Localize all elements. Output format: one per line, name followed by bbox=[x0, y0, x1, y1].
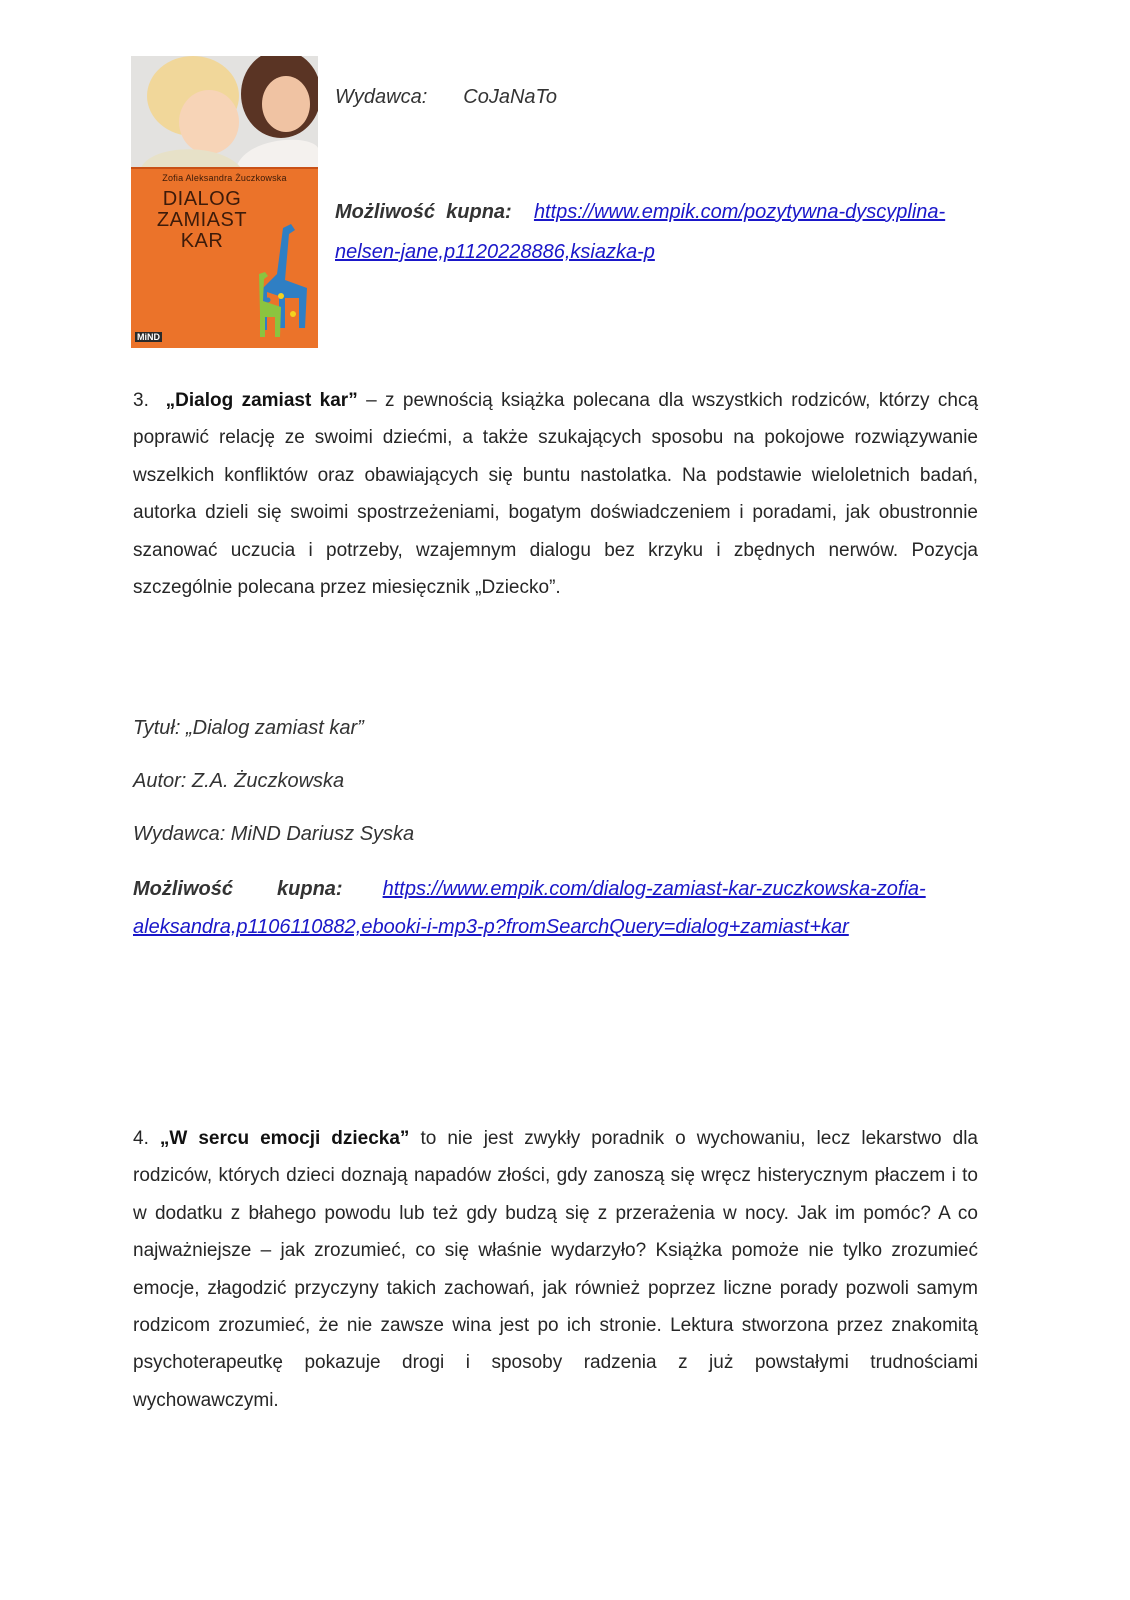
cover-publisher-logo: MiND bbox=[137, 332, 160, 342]
book-purchase-line bbox=[133, 870, 978, 946]
book-purchase-label bbox=[133, 878, 383, 900]
section-3-title: „Dialog zamiast kar” bbox=[165, 390, 358, 411]
purchase-line bbox=[335, 192, 985, 272]
section-3-paragraph bbox=[133, 382, 978, 606]
section-3-text: – z pewnością książka polecana dla wszystkich rodziców, którzy chcą poprawić relację ze swoimi dziećmi, a także szukających sposobu na pokojowe rozwiązywanie wszelkich konfliktów oraz obawiających się buntu nastolatka. Na podstawie wieloletnich badań, autorka dzieli się swoimi spostrzeżeniami, bogatym doświadczeniem i poradami, jak obustronnie szanować uczucia i potrzeby, wzajemnym dialogu bez krzyku i zbędnych nerwów. Pozycja szczególnie polecana przez miesięcznik „Dziecko”. bbox=[133, 390, 979, 599]
section-4-paragraph bbox=[133, 1120, 978, 1419]
publisher-line bbox=[335, 86, 557, 109]
section-3-number: 3. bbox=[133, 390, 149, 411]
section-4-text: to nie jest zwykły poradnik o wychowaniu, lecz lekarstwo dla rodziców, których dzieci doznają napadów złości, gdy zanoszą się wręcz histerycznym płaczem i to w dodatku z błahego powodu lub też gdy budzą się z przerażenia w nocy. Jak im pomóc? A co najważniejsze – jak zrozumieć, co się właśnie wydarzyło? Książka pomoże nie tylko zrozumieć emocje, złagodzić przyczyny takich zachowań, jak również poprzez liczne porady pozwoli samym rodzicom zrozumieć, że nie zawsze wina jest po ich stronie. Lektura stworzona przez znakomitą psychoterapeutkę pokazuje drogi i sposoby radzenia z już powstałymi trudnościami wychowawczymi. bbox=[133, 1128, 978, 1411]
cover-title bbox=[147, 189, 257, 252]
book-cover-image bbox=[131, 56, 318, 348]
publisher-label: Wydawca: bbox=[335, 86, 428, 108]
cover-title-line1: DIALOG bbox=[162, 188, 242, 210]
purchase-label-word1: Możliwość bbox=[335, 201, 436, 223]
book-purchase-label-word1: Możliwość bbox=[133, 878, 234, 900]
purchase-link-line1: https://www.empik.com/pozytywna-dyscyplina- bbox=[533, 201, 946, 223]
publisher-value: CoJaNaTo bbox=[463, 86, 558, 108]
cover-title-line2: ZAMIAST KAR bbox=[156, 209, 248, 252]
book-author-line: Autor: Z.A. Żuczkowska bbox=[133, 770, 345, 792]
cover-author: Zofia Aleksandra Żuczkowska bbox=[162, 173, 287, 183]
section-4-number: 4. bbox=[133, 1128, 149, 1149]
purchase-label-word2: kupna: bbox=[446, 201, 512, 223]
book-purchase-link[interactable]: https://www.empik.com/dialog-zamiast-kar-zuczkowska-zofia-aleksandra,p1106110882,ebooki-i-mp3-p?fromSearchQuery=dialog+zamiast+kar bbox=[133, 878, 926, 938]
book-title-line: Tytuł: „Dialog zamiast kar” bbox=[133, 717, 364, 739]
book-publisher-line: Wydawca: MiND Dariusz Syska bbox=[133, 823, 415, 845]
purchase-label bbox=[335, 201, 512, 223]
section-4-title: „W sercu emocji dziecka” bbox=[159, 1128, 410, 1149]
purchase-link-line2: nelsen-jane,p1120228886,ksiazka-p bbox=[335, 241, 655, 263]
book-purchase-label-word2: kupna: bbox=[277, 878, 343, 900]
